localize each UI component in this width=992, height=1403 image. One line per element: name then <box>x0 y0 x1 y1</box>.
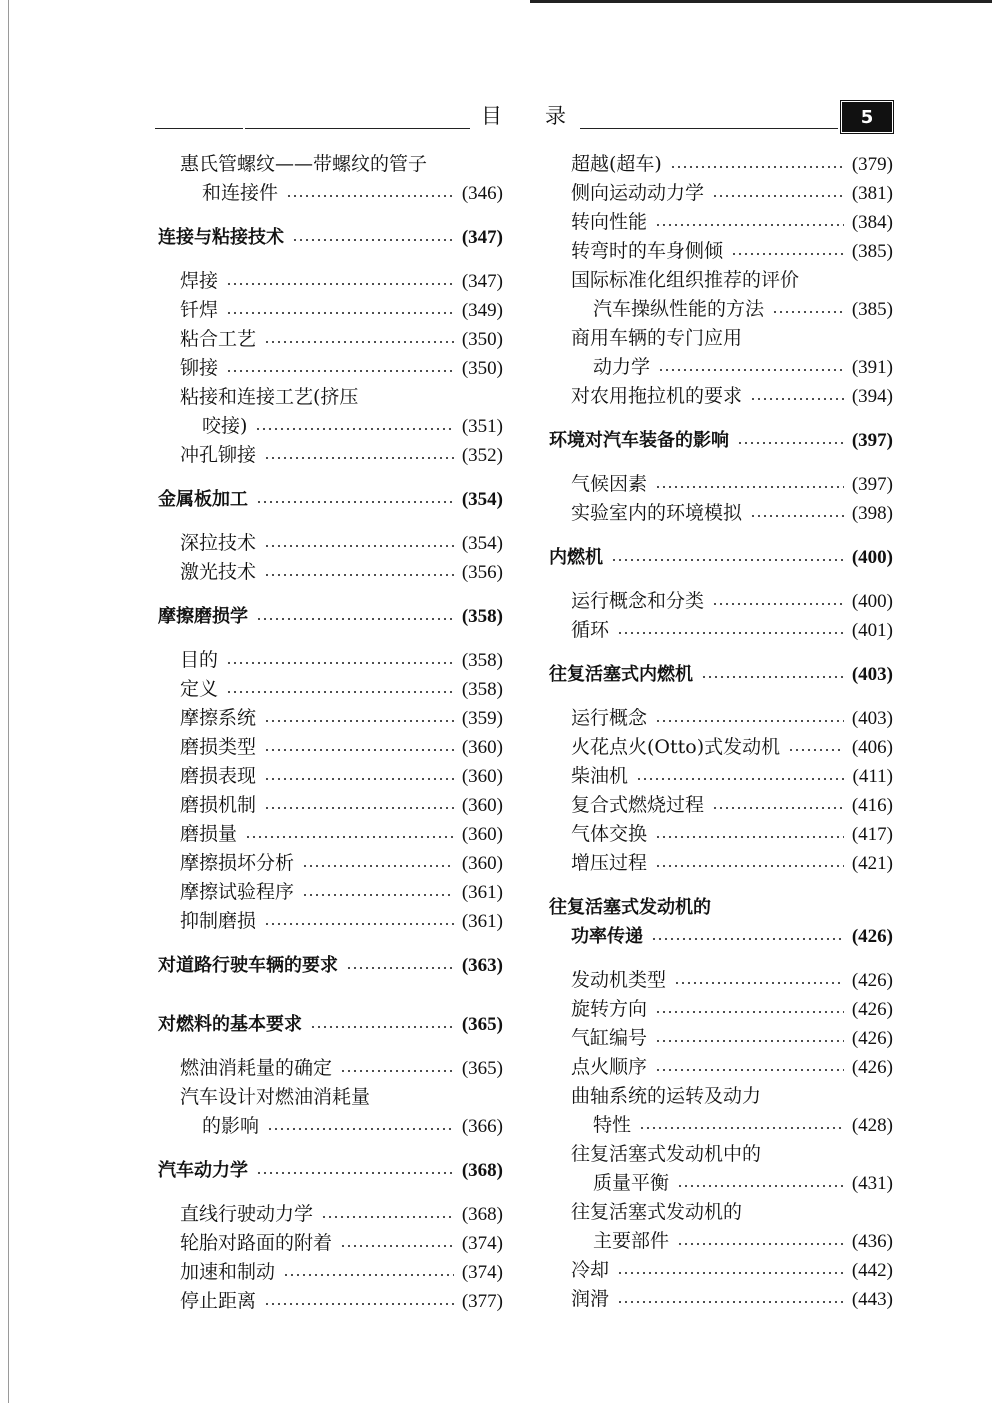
toc-section-heading <box>158 223 503 252</box>
toc-page-number: (346) <box>461 183 503 204</box>
toc-entry-title: 转向性能 <box>571 211 648 233</box>
toc-entry-title: 气缸编号 <box>571 1027 648 1049</box>
toc-page-number: (354) <box>461 533 503 554</box>
toc-entry-title: 对燃料的基本要求 <box>158 1014 302 1035</box>
toc-section-heading <box>158 1156 503 1185</box>
toc-section-heading <box>158 485 503 514</box>
toc-entry <box>549 324 893 353</box>
toc-spacer <box>158 631 503 646</box>
toc-entry-title: 摩擦磨损学 <box>158 606 248 627</box>
toc-spacer <box>158 208 503 223</box>
toc-page-number: (426) <box>851 970 893 991</box>
dot-leader <box>292 239 454 241</box>
toc-entry-title: 的影响 <box>202 1115 260 1137</box>
toc-entry-title: 燃油消耗量的确定 <box>180 1057 333 1079</box>
dot-leader <box>340 1070 454 1072</box>
dot-leader <box>256 618 454 620</box>
toc-entry <box>549 1227 893 1256</box>
toc-entry-title: 惠氏管螺纹——带螺纹的管子 <box>180 153 428 175</box>
toc-page-number: (358) <box>461 606 503 627</box>
dot-leader <box>772 311 844 313</box>
dot-leader <box>731 253 844 255</box>
toc-entry <box>549 382 893 411</box>
toc-entry-title: 质量平衡 <box>593 1172 670 1194</box>
toc-page-number: (361) <box>461 882 503 903</box>
dot-leader <box>617 632 844 634</box>
toc-entry <box>549 1024 893 1053</box>
toc-page-number: (426) <box>851 999 893 1020</box>
toc-entry-title: 连接与粘接技术 <box>158 227 284 248</box>
toc-entry <box>158 529 503 558</box>
toc-entry-title: 侧向运动动力学 <box>571 182 705 204</box>
toc-page-number: (426) <box>851 926 893 947</box>
toc-entry <box>158 267 503 296</box>
toc-page-number: (428) <box>851 1115 893 1136</box>
dot-leader <box>712 603 844 605</box>
toc-entry-title: 往复活塞式发动机的 <box>549 897 711 918</box>
dot-leader <box>321 1216 454 1218</box>
toc-entry-title: 磨损表现 <box>180 765 257 787</box>
toc-entry <box>549 208 893 237</box>
toc-entry <box>158 354 503 383</box>
dot-leader <box>658 369 844 371</box>
header-rule-left-1 <box>155 128 243 129</box>
toc-entry <box>158 791 503 820</box>
toc-spacer <box>549 878 893 893</box>
toc-entry-title: 汽车动力学 <box>158 1160 248 1181</box>
dot-leader <box>286 195 454 197</box>
toc-entry <box>158 907 503 936</box>
dot-leader <box>245 836 454 838</box>
toc-entry <box>158 762 503 791</box>
toc-entry <box>549 1111 893 1140</box>
header-rule-left-2 <box>245 128 470 129</box>
toc-entry <box>549 353 893 382</box>
toc-entry-title: 运行概念 <box>571 707 648 729</box>
toc-page-number: (431) <box>851 1173 893 1194</box>
toc-entry-title: 环境对汽车装备的影响 <box>549 430 729 451</box>
dot-leader <box>651 938 844 940</box>
toc-entry-title: 动力学 <box>593 356 651 378</box>
dot-leader <box>788 749 844 751</box>
dot-leader <box>655 1011 844 1013</box>
toc-entry-title: 焊接 <box>180 270 219 292</box>
toc-page-number: (365) <box>461 1014 503 1035</box>
toc-entry <box>549 966 893 995</box>
toc-entry-title: 润滑 <box>571 1288 610 1310</box>
toc-entry <box>158 820 503 849</box>
toc-spacer <box>158 995 503 1010</box>
toc-column-left <box>158 150 503 1316</box>
toc-entry <box>158 878 503 907</box>
toc-page-number: (366) <box>461 1116 503 1137</box>
toc-page-number: (358) <box>461 650 503 671</box>
dot-leader <box>226 312 454 314</box>
toc-page-number: (400) <box>851 591 893 612</box>
toc-page-number: (359) <box>461 708 503 729</box>
toc-entry <box>549 820 893 849</box>
dot-leader <box>655 224 844 226</box>
toc-page-number: (416) <box>851 795 893 816</box>
toc-page-number: (360) <box>461 853 503 874</box>
toc-entry <box>158 1054 503 1083</box>
toc-entry <box>549 791 893 820</box>
toc-entry-title: 火花点火(Otto)式发动机 <box>571 736 781 758</box>
dot-leader <box>267 1128 454 1130</box>
toc-page-number: (385) <box>851 241 893 262</box>
toc-column-right <box>549 150 893 1314</box>
toc-entry-title: 和连接件 <box>202 182 279 204</box>
toc-entry <box>158 441 503 470</box>
toc-entry-title: 旋转方向 <box>571 998 648 1020</box>
toc-entry-title: 循环 <box>571 619 610 641</box>
toc-page-number: (384) <box>851 212 893 233</box>
toc-spacer <box>158 587 503 602</box>
toc-page-number: (426) <box>851 1028 893 1049</box>
toc-entry <box>158 296 503 325</box>
dot-leader <box>655 486 844 488</box>
toc-entry-title: 特性 <box>593 1114 632 1136</box>
toc-page-number: (406) <box>851 737 893 758</box>
dot-leader <box>264 749 454 751</box>
dot-leader <box>655 1069 844 1071</box>
toc-entry-title: 摩擦系统 <box>180 707 257 729</box>
toc-entry <box>549 616 893 645</box>
toc-entry-title: 粘接和连接工艺(挤压 <box>180 386 359 408</box>
toc-entry-title: 深拉技术 <box>180 532 257 554</box>
toc-section-heading <box>549 543 893 572</box>
toc-entry <box>158 849 503 878</box>
toc-entry <box>158 1258 503 1287</box>
dot-leader <box>674 982 844 984</box>
toc-page-number: (352) <box>461 445 503 466</box>
toc-entry <box>158 733 503 762</box>
toc-page-number: (397) <box>851 474 893 495</box>
dot-leader <box>636 778 845 780</box>
toc-entry <box>549 587 893 616</box>
dot-leader <box>264 807 454 809</box>
dot-leader <box>639 1127 844 1129</box>
header-rule-right <box>580 128 838 129</box>
toc-page-number: (360) <box>461 795 503 816</box>
toc-section-heading <box>158 951 503 980</box>
dot-leader <box>283 1274 454 1276</box>
toc-spacer <box>549 455 893 470</box>
header-title-char-2: 录 <box>545 104 566 128</box>
toc-page-number: (381) <box>851 183 893 204</box>
dot-leader <box>264 720 454 722</box>
toc-entry-title: 对农用拖拉机的要求 <box>571 385 743 407</box>
toc-entry <box>158 675 503 704</box>
toc-entry-title: 激光技术 <box>180 561 257 583</box>
toc-section-heading <box>158 1010 503 1039</box>
toc-page-number: (365) <box>461 1058 503 1079</box>
toc-entry-title: 粘合工艺 <box>180 328 257 350</box>
toc-entry-title: 定义 <box>180 678 219 700</box>
toc-spacer <box>158 1185 503 1200</box>
toc-entry <box>549 1082 893 1111</box>
toc-page-number: (363) <box>461 955 503 976</box>
dot-leader <box>712 807 844 809</box>
toc-entry <box>549 237 893 266</box>
toc-entry <box>549 179 893 208</box>
toc-page-number: (374) <box>461 1262 503 1283</box>
toc-entry <box>158 1287 503 1316</box>
toc-entry <box>158 1229 503 1258</box>
toc-entry-title: 加速和制动 <box>180 1261 276 1283</box>
toc-entry-title: 咬接) <box>202 415 248 437</box>
dot-leader <box>611 559 844 561</box>
toc-page-number: (347) <box>461 227 503 248</box>
dot-leader <box>226 283 454 285</box>
toc-spacer <box>158 1141 503 1156</box>
toc-entry-title: 铆接 <box>180 357 219 379</box>
toc-entry-title: 主要部件 <box>593 1230 670 1252</box>
toc-entry-title: 柴油机 <box>571 765 629 787</box>
toc-entry-title: 功率传递 <box>571 926 643 947</box>
toc-entry <box>158 150 503 179</box>
dot-leader <box>340 1245 454 1247</box>
toc-entry <box>549 499 893 528</box>
dot-leader <box>701 676 844 678</box>
toc-entry-title: 汽车操纵性能的方法 <box>593 298 765 320</box>
toc-page-number: (426) <box>851 1057 893 1078</box>
toc-page-number: (360) <box>461 737 503 758</box>
toc-entry <box>158 412 503 441</box>
dot-leader <box>670 166 844 168</box>
toc-entry <box>549 266 893 295</box>
toc-entry-title: 发动机类型 <box>571 969 667 991</box>
dot-leader <box>255 428 453 430</box>
toc-page-number: (398) <box>851 503 893 524</box>
dot-leader <box>655 1040 844 1042</box>
toc-page-number: (377) <box>461 1291 503 1312</box>
toc-page-number: (391) <box>851 357 893 378</box>
toc-section-heading <box>549 922 893 951</box>
dot-leader <box>677 1185 844 1187</box>
toc-entry-title: 气候因素 <box>571 473 648 495</box>
toc-page-number: (403) <box>851 708 893 729</box>
dot-leader <box>226 691 454 693</box>
toc-entry <box>158 1200 503 1229</box>
toc-entry <box>549 1285 893 1314</box>
toc-entry <box>549 762 893 791</box>
toc-page-number: (394) <box>851 386 893 407</box>
toc-section-heading <box>158 602 503 631</box>
dot-leader <box>655 720 844 722</box>
dot-leader <box>655 836 844 838</box>
toc-spacer <box>549 645 893 660</box>
toc-entry-title: 转弯时的车身侧倾 <box>571 240 724 262</box>
dot-leader <box>226 370 454 372</box>
dot-leader <box>617 1272 844 1274</box>
toc-page-number: (360) <box>461 824 503 845</box>
toc-page-number: (385) <box>851 299 893 320</box>
toc-spacer <box>549 528 893 543</box>
toc-spacer <box>549 689 893 704</box>
toc-page-number: (403) <box>851 664 893 685</box>
toc-spacer <box>549 572 893 587</box>
toc-page-number: (417) <box>851 824 893 845</box>
toc-spacer <box>549 411 893 426</box>
toc-page-number: (411) <box>852 766 893 787</box>
toc-page-number: (351) <box>461 416 503 437</box>
toc-entry-title: 钎焊 <box>180 299 219 321</box>
toc-entry <box>158 704 503 733</box>
scan-edge-top <box>530 0 992 3</box>
dot-leader <box>655 865 844 867</box>
dot-leader <box>302 865 454 867</box>
dot-leader <box>256 1172 454 1174</box>
toc-page-number: (349) <box>461 300 503 321</box>
dot-leader <box>264 778 454 780</box>
dot-leader <box>712 195 844 197</box>
toc-entry <box>549 849 893 878</box>
toc-entry <box>158 179 503 208</box>
toc-entry-title: 目的 <box>180 649 219 671</box>
toc-entry-title: 直线行驶动力学 <box>180 1203 314 1225</box>
toc-page-number: (374) <box>461 1233 503 1254</box>
toc-entry-title: 抑制磨损 <box>180 910 257 932</box>
dot-leader <box>226 662 454 664</box>
dot-leader <box>264 545 454 547</box>
toc-page-number: (443) <box>851 1289 893 1310</box>
toc-entry-title: 气体交换 <box>571 823 648 845</box>
dot-leader <box>264 923 454 925</box>
dot-leader <box>256 501 454 503</box>
toc-entry-title: 往复活塞式发动机中的 <box>571 1143 762 1165</box>
toc-spacer <box>158 1039 503 1054</box>
toc-entry <box>549 1169 893 1198</box>
toc-spacer <box>158 252 503 267</box>
toc-page-number: (442) <box>851 1260 893 1281</box>
toc-entry-title: 摩擦损坏分析 <box>180 852 295 874</box>
toc-entry-title: 曲轴系统的运转及动力 <box>571 1085 762 1107</box>
page-number-badge: 5 <box>842 102 892 132</box>
toc-entry-title: 国际标准化组织推荐的评价 <box>571 269 800 291</box>
toc-page-number: (397) <box>851 430 893 451</box>
toc-page-number: (379) <box>851 154 893 175</box>
toc-section-heading <box>549 660 893 689</box>
toc-entry-title: 汽车设计对燃油消耗量 <box>180 1086 371 1108</box>
toc-section-heading <box>549 426 893 455</box>
toc-entry-title: 金属板加工 <box>158 489 248 510</box>
toc-page-number: (361) <box>461 911 503 932</box>
toc-entry-title: 冲孔铆接 <box>180 444 257 466</box>
toc-entry <box>158 558 503 587</box>
toc-entry-title: 点火顺序 <box>571 1056 648 1078</box>
toc-spacer <box>158 980 503 995</box>
dot-leader <box>617 1301 844 1303</box>
toc-spacer <box>158 470 503 485</box>
toc-spacer <box>158 514 503 529</box>
toc-entry <box>549 704 893 733</box>
toc-entry-title: 商用车辆的专门应用 <box>571 327 743 349</box>
toc-spacer <box>549 951 893 966</box>
toc-page-number: (347) <box>461 271 503 292</box>
toc-page-number: (358) <box>461 679 503 700</box>
dot-leader <box>302 894 454 896</box>
toc-entry <box>549 150 893 179</box>
toc-entry <box>158 383 503 412</box>
toc-page-number: (360) <box>461 766 503 787</box>
dot-leader <box>264 457 454 459</box>
dot-leader <box>264 574 454 576</box>
toc-entry <box>158 1083 503 1112</box>
header-title-char-1: 目 <box>481 104 502 128</box>
toc-entry <box>549 733 893 762</box>
toc-entry <box>158 325 503 354</box>
toc-entry <box>549 995 893 1024</box>
toc-entry <box>549 1198 893 1227</box>
toc-entry-title: 运行概念和分类 <box>571 590 705 612</box>
toc-entry <box>549 1140 893 1169</box>
dot-leader <box>346 967 454 969</box>
toc-page-number: (368) <box>461 1160 503 1181</box>
toc-entry-title: 往复活塞式内燃机 <box>549 664 693 685</box>
dot-leader <box>310 1026 454 1028</box>
toc-entry-title: 复合式燃烧过程 <box>571 794 705 816</box>
dot-leader <box>264 1303 454 1305</box>
toc-entry <box>158 1112 503 1141</box>
toc-entry <box>158 646 503 675</box>
toc-page-number: (350) <box>461 329 503 350</box>
toc-entry-title: 磨损类型 <box>180 736 257 758</box>
toc-entry-title: 超越(超车) <box>571 153 662 175</box>
toc-entry-title: 磨损机制 <box>180 794 257 816</box>
toc-page-number: (421) <box>851 853 893 874</box>
toc-entry-title: 停止距离 <box>180 1290 257 1312</box>
toc-entry-title: 往复活塞式发动机的 <box>571 1201 743 1223</box>
toc-spacer <box>158 936 503 951</box>
toc-page-number: (350) <box>461 358 503 379</box>
toc-entry-title: 磨损量 <box>180 823 238 845</box>
toc-entry-title: 内燃机 <box>549 547 603 568</box>
toc-page-number: (436) <box>851 1231 893 1252</box>
toc-entry <box>549 470 893 499</box>
toc-page-number: (354) <box>461 489 503 510</box>
toc-entry-title: 摩擦试验程序 <box>180 881 295 903</box>
toc-entry-title: 冷却 <box>571 1259 610 1281</box>
toc-entry-title: 增压过程 <box>571 852 648 874</box>
toc-page-number: (356) <box>461 562 503 583</box>
dot-leader <box>677 1243 844 1245</box>
dot-leader <box>737 442 844 444</box>
toc-entry-title: 对道路行驶车辆的要求 <box>158 955 338 976</box>
toc-section-heading <box>549 893 893 922</box>
toc-page-number: (400) <box>851 547 893 568</box>
dot-leader <box>750 398 844 400</box>
toc-page-number: (401) <box>851 620 893 641</box>
toc-entry <box>549 295 893 324</box>
scan-edge-left <box>8 0 9 1403</box>
toc-entry <box>549 1053 893 1082</box>
toc-entry-title: 轮胎对路面的附着 <box>180 1232 333 1254</box>
dot-leader <box>750 515 844 517</box>
dot-leader <box>264 341 454 343</box>
toc-entry <box>549 1256 893 1285</box>
toc-entry-title: 实验室内的环境模拟 <box>571 502 743 524</box>
toc-page-number: (368) <box>461 1204 503 1225</box>
